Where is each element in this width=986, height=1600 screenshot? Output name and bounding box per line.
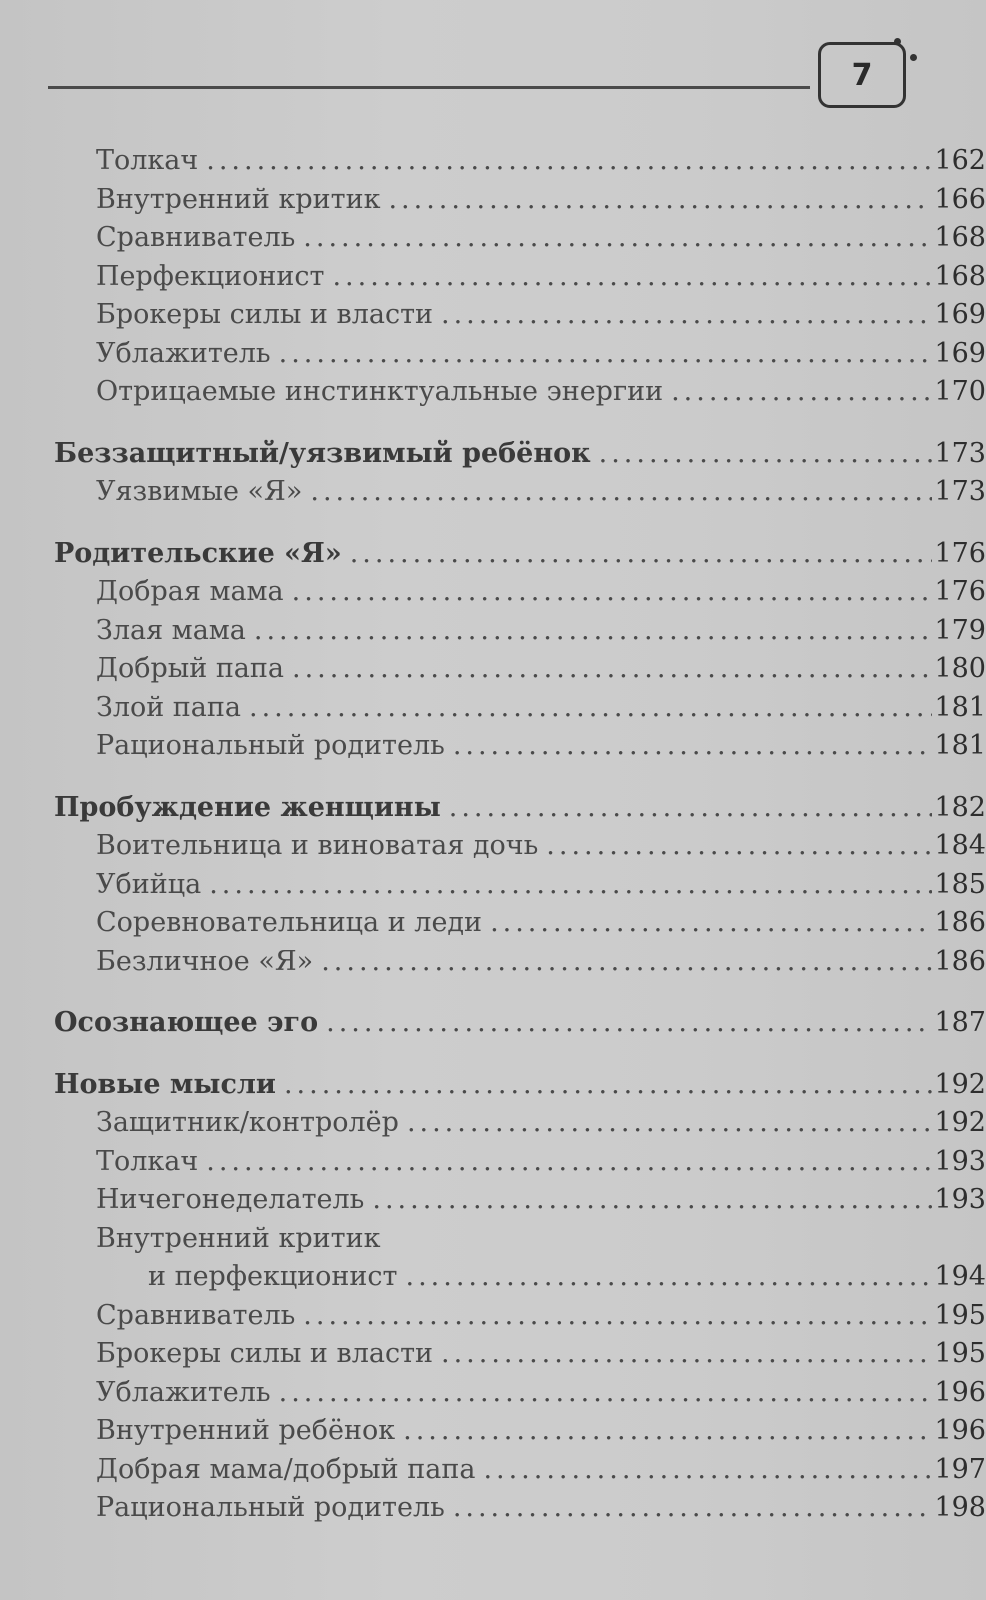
header-rule [48, 86, 810, 89]
toc-entry-title: Отрицаемые инстинктуальные энергии [96, 376, 664, 407]
dot-leader [441, 1335, 932, 1374]
toc-entry[interactable] [0, 650, 986, 689]
dot-leader [326, 1004, 932, 1043]
toc-entry-page: 169 [934, 337, 986, 369]
toc-entry-page: 197 [934, 1453, 986, 1485]
toc-entry[interactable] [0, 1143, 986, 1182]
corner-dot-icon [894, 38, 901, 45]
toc-entry-title: Рациональный родитель [96, 1492, 445, 1523]
toc-section-page: 192 [934, 1068, 986, 1100]
dot-leader [206, 1143, 932, 1182]
toc-entry-title: Рациональный родитель [96, 730, 445, 761]
dot-leader [249, 689, 932, 728]
toc-entry-page: 192 [934, 1107, 986, 1138]
toc-entry[interactable] [0, 181, 986, 220]
toc-entry[interactable] [0, 904, 986, 943]
toc-entry-title: Толкач [96, 1145, 199, 1177]
dot-leader [441, 296, 932, 335]
dot-leader [388, 181, 932, 220]
toc-entry-title: Добрая мама/добрый папа [96, 1453, 476, 1485]
toc-section-title: Родительские «Я» [54, 537, 342, 569]
toc-entry-page: 198 [934, 1492, 986, 1523]
table-of-contents [0, 142, 986, 1528]
toc-section[interactable] [0, 535, 986, 574]
toc-entry-title: Внутренний ребёнок [96, 1415, 396, 1446]
toc-section-title: Беззащитный/уязвимый ребёнок [54, 437, 591, 469]
toc-entry-page: 185 [934, 868, 986, 900]
toc-entry-title: Безличное «Я» [96, 945, 314, 977]
toc-entry-page: 181 [934, 730, 986, 761]
toc-entry[interactable] [0, 335, 986, 374]
toc-entry-page: 186 [934, 945, 986, 977]
dot-leader [279, 1374, 933, 1413]
toc-section-title: Пробуждение женщины [54, 791, 441, 823]
toc-section-title: Новые мысли [54, 1068, 276, 1100]
dot-leader [407, 1104, 933, 1143]
toc-entry-page: 168 [934, 222, 986, 253]
toc-entry-title: Ублажитель [96, 1376, 271, 1408]
toc-entry[interactable] [0, 689, 986, 728]
dot-leader [406, 1258, 933, 1297]
dot-leader [206, 142, 932, 181]
toc-entry[interactable] [0, 296, 986, 335]
toc-entry-title: Сравниватель [96, 222, 296, 253]
toc-entry[interactable] [0, 1104, 986, 1143]
toc-section[interactable] [0, 1004, 986, 1043]
toc-entry-page: 196 [934, 1415, 986, 1446]
toc-entry-title: Убийца [96, 868, 202, 900]
toc-entry-title: Брокеры силы и власти [96, 299, 434, 330]
toc-entry-title: и перфекционист [148, 1261, 398, 1292]
dot-leader [453, 727, 933, 766]
dot-leader [284, 1066, 933, 1105]
toc-entry[interactable] [0, 943, 986, 982]
toc-entry-title: Перфекционист [96, 260, 325, 292]
toc-entry-page: 181 [934, 691, 986, 723]
dot-leader [599, 435, 933, 474]
dot-leader [372, 1181, 932, 1220]
dot-leader [310, 473, 932, 512]
dot-leader [490, 904, 932, 943]
dot-leader [449, 789, 933, 828]
dot-leader [546, 827, 932, 866]
toc-entry-page: 170 [934, 376, 986, 407]
toc-entry[interactable] [0, 827, 986, 866]
toc-entry[interactable] [0, 612, 986, 651]
toc-entry-line1[interactable] [0, 1220, 986, 1259]
toc-entry[interactable] [0, 142, 986, 181]
toc-section-title: Осознающее эго [54, 1007, 319, 1038]
toc-section-page: 176 [934, 537, 986, 569]
toc-entry-page: 186 [934, 907, 986, 938]
toc-entry-title: Внутренний критик [96, 1222, 381, 1254]
toc-entry[interactable] [0, 473, 986, 512]
dot-leader [350, 535, 933, 574]
toc-entry-title: Ублажитель [96, 337, 271, 369]
dot-leader [209, 866, 932, 905]
toc-entry-title: Воительница и виноватая дочь [96, 830, 539, 861]
toc-entry-line2[interactable] [0, 1258, 986, 1297]
toc-entry[interactable] [0, 727, 986, 766]
toc-entry-page: 196 [934, 1376, 986, 1408]
dot-leader [483, 1451, 932, 1490]
toc-section[interactable] [0, 1066, 986, 1105]
toc-entry-title: Сравниватель [96, 1299, 296, 1331]
toc-entry-page: 193 [934, 1145, 986, 1177]
dot-leader [254, 612, 933, 651]
toc-entry-title: Добрая мама [96, 576, 284, 607]
toc-entry-page: 173 [934, 476, 986, 507]
toc-entry[interactable] [0, 1412, 986, 1451]
corner-dot-icon [910, 54, 917, 61]
toc-entry[interactable] [0, 573, 986, 612]
dot-leader [321, 943, 932, 982]
toc-entry-title: Злая мама [96, 614, 246, 646]
toc-entry[interactable] [0, 1181, 986, 1220]
toc-entry[interactable] [0, 219, 986, 258]
toc-entry-title: Уязвимые «Я» [96, 476, 303, 507]
toc-section[interactable] [0, 435, 986, 474]
toc-entry-page: 176 [934, 576, 986, 607]
toc-entry-page: 193 [934, 1184, 986, 1215]
dot-leader [292, 650, 932, 689]
toc-entry-page: 179 [934, 614, 986, 646]
toc-entry-page: 162 [934, 145, 986, 176]
toc-entry-page: 166 [934, 183, 986, 215]
dot-leader [403, 1412, 932, 1451]
toc-entry[interactable] [0, 1374, 986, 1413]
dot-leader [332, 258, 932, 297]
toc-entry-page: 168 [934, 260, 986, 292]
toc-entry[interactable] [0, 1451, 986, 1490]
toc-entry-title: Внутренний критик [96, 183, 381, 215]
toc-section-page: 182 [934, 791, 986, 823]
toc-entry-page: 195 [934, 1338, 986, 1369]
toc-section-page: 187 [934, 1007, 986, 1038]
dot-leader [303, 1297, 932, 1336]
dot-leader [303, 219, 932, 258]
toc-entry[interactable] [0, 258, 986, 297]
toc-entry[interactable] [0, 1489, 986, 1528]
toc-entry[interactable] [0, 1297, 986, 1336]
dot-leader [279, 335, 933, 374]
toc-section-page: 173 [934, 437, 986, 469]
dot-leader [671, 373, 932, 412]
toc-entry[interactable] [0, 1335, 986, 1374]
toc-entry-title: Злой папа [96, 691, 241, 723]
toc-entry-page: 169 [934, 299, 986, 330]
toc-entry[interactable] [0, 373, 986, 412]
toc-entry-title: Толкач [96, 145, 199, 176]
toc-entry-title: Добрый папа [96, 653, 284, 684]
toc-entry-title: Ничегонеделатель [96, 1184, 365, 1215]
page-number: 7 [818, 42, 906, 108]
toc-entry-page: 194 [934, 1261, 986, 1292]
dot-leader [453, 1489, 933, 1528]
toc-section[interactable] [0, 789, 986, 828]
toc-entry-page: 180 [934, 653, 986, 684]
toc-entry-title: Соревновательница и леди [96, 907, 483, 938]
toc-entry-title: Защитник/контролёр [96, 1107, 399, 1138]
toc-entry-page: 184 [934, 830, 986, 861]
dot-leader [292, 573, 933, 612]
toc-entry-title: Брокеры силы и власти [96, 1338, 434, 1369]
toc-entry[interactable] [0, 866, 986, 905]
toc-entry-page: 195 [934, 1299, 986, 1331]
